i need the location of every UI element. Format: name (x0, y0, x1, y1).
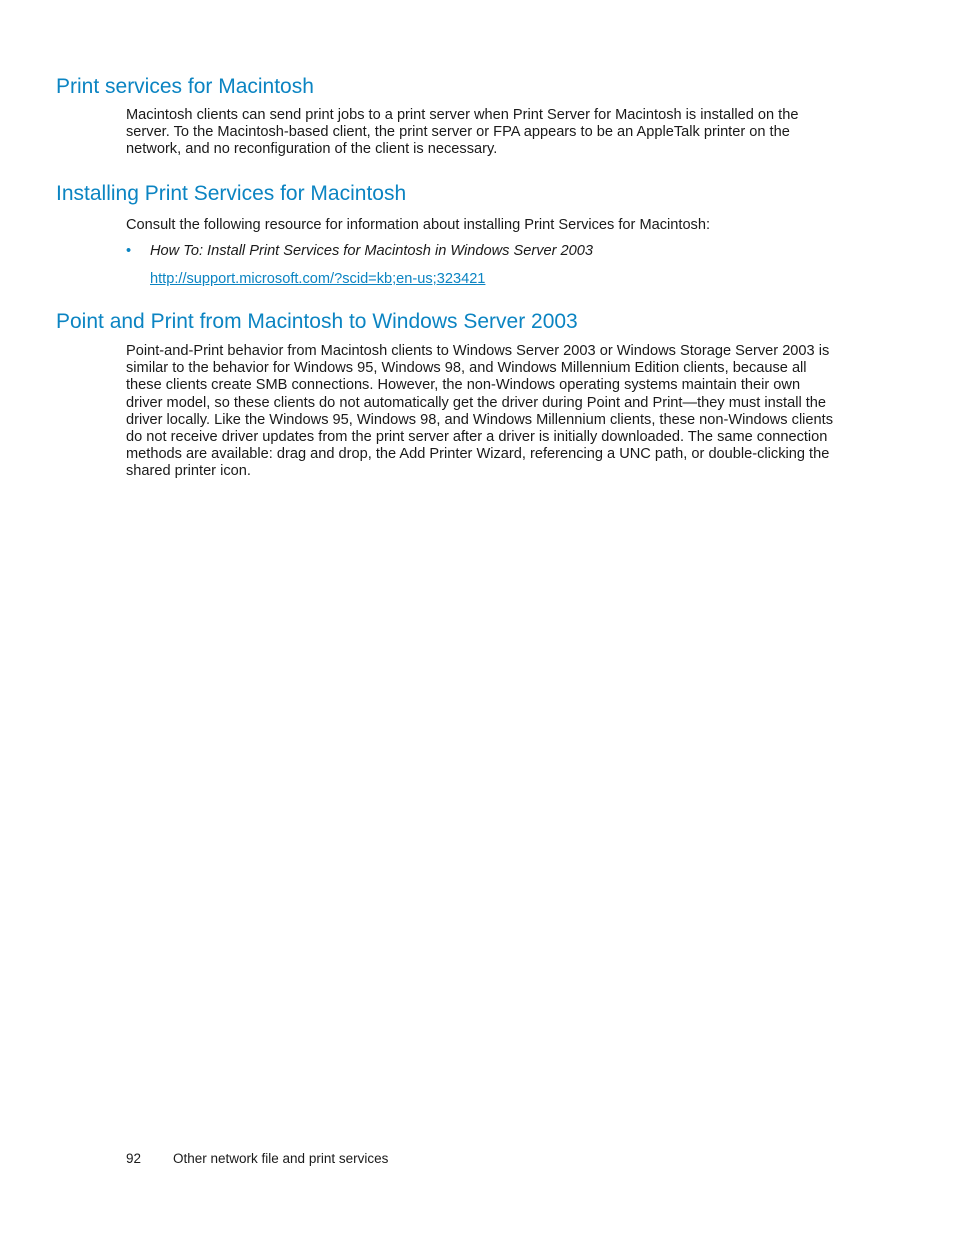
resource-list-item (126, 241, 593, 261)
resource-title: How To: Install Print Services for Macintosh in Windows Server 2003 (150, 243, 593, 259)
footer-chapter-title: Other network file and print services (173, 1151, 389, 1166)
section-heading-installing-print-services: Installing Print Services for Macintosh (56, 182, 407, 205)
support-kb-link[interactable]: http://support.microsoft.com/?scid=kb;en-us;323421 (150, 271, 486, 287)
bullet-icon: • (126, 243, 132, 259)
section-paragraph-print-services: Macintosh clients can send print jobs to a print server when Print Server for Macintosh is installed on the server. To the Macintosh-based client, the print server or FPA appears to be an AppleTalk printer on the network, and no reconfiguration of the client is necessary. (126, 107, 799, 158)
section-heading-print-services: Print services for Macintosh (56, 75, 314, 98)
section-paragraph-point-and-print: Point-and-Print behavior from Macintosh clients to Windows Server 2003 or Windows Storage Server 2003 is similar to the behavior for Windows 95, Windows 98, and Windows Millennium Edition clients, because all these clients create SMB connections. However, the non-Windows operating systems maintain their own driver model, so these clients do not automatically get the driver during Point and Print—they must install the driver locally. Like the Windows 95, Windows 98, and Windows Millennium clients, these non-Windows clients do not receive driver updates from the print server after a driver is initially downloaded. The same connection methods are available: drag and drop, the Add Printer Wizard, referencing a UNC path, or double-clicking the shared printer icon. (126, 343, 834, 480)
page-number: 92 (126, 1151, 142, 1166)
section-paragraph-installing-print-services: Consult the following resource for information about installing Print Services for Macintosh: (126, 217, 711, 233)
section-heading-point-and-print: Point and Print from Macintosh to Windows Server 2003 (56, 310, 578, 333)
